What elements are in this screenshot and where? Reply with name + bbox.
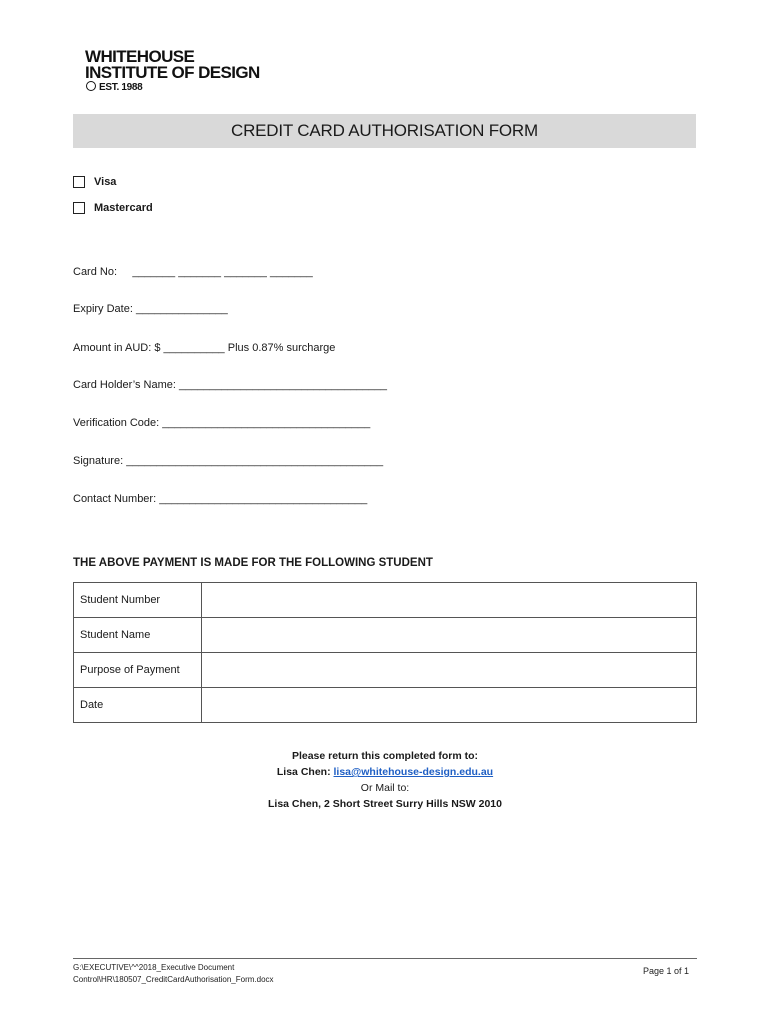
- footer-path-line-2: Control\HR\180507_CreditCardAuthorisation_Form.docx: [73, 975, 274, 984]
- contact-number-field[interactable]: [73, 493, 367, 505]
- student-section-heading: THE ABOVE PAYMENT IS MADE FOR THE FOLLOWING STUDENT: [73, 557, 433, 569]
- contact-number-blank[interactable]: __________________________________: [159, 493, 368, 505]
- footer-divider: [73, 958, 697, 959]
- mastercard-label: Mastercard: [94, 202, 153, 214]
- seal-icon: [86, 81, 96, 91]
- mail-address: Lisa Chen, 2 Short Street Surry Hills NSW 2010: [268, 798, 502, 810]
- logo-line-1: WHITEHOUSE: [85, 47, 195, 66]
- signature-label: Signature:: [73, 455, 124, 467]
- form-title: CREDIT CARD AUTHORISATION FORM: [231, 121, 538, 140]
- card-number-field[interactable]: [73, 266, 313, 278]
- expiry-blank[interactable]: _______________: [135, 303, 228, 315]
- holder-name-label: Card Holder’s Name:: [73, 379, 176, 391]
- signature-blank[interactable]: __________________________________________: [126, 455, 384, 467]
- footer-path-line-1: G:\EXECUTIVE\^^2018_Executive Document: [73, 963, 235, 972]
- student-table: [73, 582, 697, 723]
- student-name-cell[interactable]: [202, 618, 697, 653]
- purpose-label: Purpose of Payment: [74, 653, 202, 688]
- table-row: [74, 618, 697, 653]
- holder-name-blank[interactable]: __________________________________: [178, 379, 387, 391]
- return-contact-name: Lisa Chen:: [276, 766, 331, 778]
- expiry-label: Expiry Date:: [73, 303, 133, 315]
- checkbox-visa-row[interactable]: [73, 174, 116, 190]
- return-instruction: Please return this completed form to:: [291, 750, 479, 762]
- table-row: [74, 688, 697, 723]
- logo-established: EST. 1988: [86, 81, 142, 93]
- verification-label: Verification Code:: [73, 417, 160, 429]
- logo-line-2: INSTITUTE OF DESIGN: [85, 63, 260, 82]
- verification-blank[interactable]: __________________________________: [162, 417, 371, 429]
- amount-field[interactable]: [73, 342, 335, 354]
- mastercard-checkbox[interactable]: [73, 202, 85, 214]
- mail-instruction: Or Mail to:: [360, 782, 410, 794]
- form-title-bar: [73, 114, 696, 148]
- signature-field[interactable]: [73, 455, 383, 467]
- student-name-label: Student Name: [74, 618, 202, 653]
- visa-checkbox[interactable]: [73, 176, 85, 188]
- student-number-label: Student Number: [74, 583, 202, 618]
- return-email-link[interactable]: lisa@whitehouse-design.edu.au: [333, 766, 494, 778]
- purpose-cell[interactable]: [202, 653, 697, 688]
- contact-number-label: Contact Number:: [73, 493, 157, 505]
- institute-logo: [78, 40, 286, 100]
- table-row: [74, 653, 697, 688]
- amount-blank[interactable]: __________: [163, 342, 225, 354]
- footer-file-path: [73, 962, 274, 986]
- table-row: [74, 583, 697, 618]
- student-number-cell[interactable]: [202, 583, 697, 618]
- visa-label: Visa: [94, 176, 117, 188]
- date-label: Date: [74, 688, 202, 723]
- holder-name-field[interactable]: [73, 379, 387, 391]
- return-contact: [73, 766, 697, 778]
- card-number-label: Card No:: [73, 266, 118, 278]
- card-number-blank[interactable]: _______ _______ _______ _______: [132, 266, 313, 278]
- page-number: Page 1 of 1: [643, 966, 690, 976]
- date-cell[interactable]: [202, 688, 697, 723]
- amount-surcharge-note: Plus 0.87% surcharge: [227, 342, 336, 354]
- amount-label: Amount in AUD: $: [73, 342, 161, 354]
- checkbox-mastercard-row[interactable]: [73, 200, 153, 216]
- verification-field[interactable]: [73, 417, 370, 429]
- expiry-field[interactable]: [73, 303, 228, 315]
